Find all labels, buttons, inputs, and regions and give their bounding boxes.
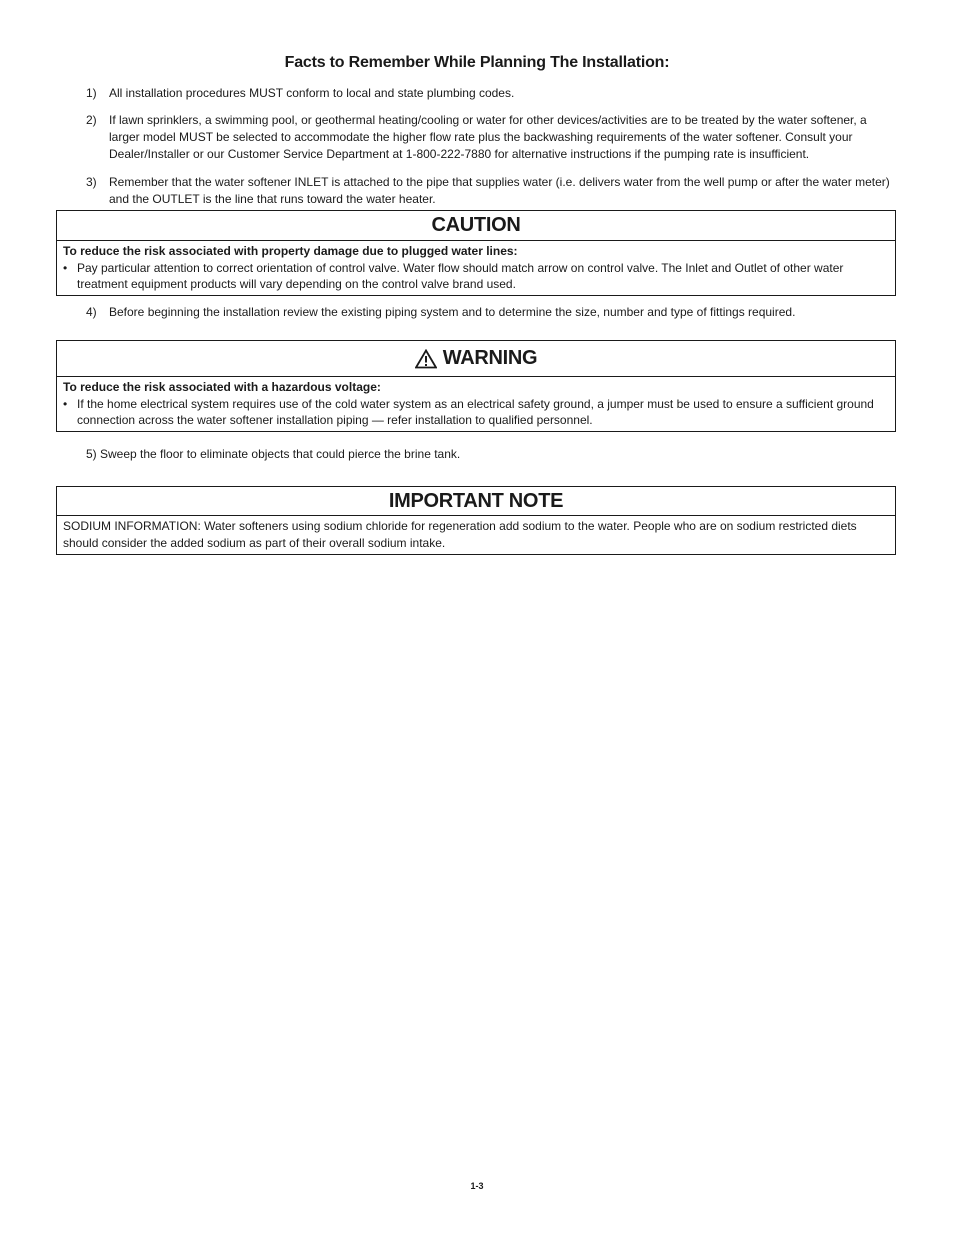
bullet-mark: •	[63, 260, 68, 275]
list-item-text: Before beginning the installation review the existing piping system and to determine the size, number and type of fittings required.	[109, 305, 796, 319]
list-item	[86, 174, 900, 208]
warning-triangle-icon	[415, 349, 437, 369]
list-item-text: Remember that the water softener INLET is attached to the pipe that supplies water (i.e. delivers water from the well pump or after the water meter) and the OUTLET is the line that runs toward the water heater.	[109, 175, 890, 206]
warning-bullet-text: If the home electrical system requires use of the cold water system as an electrical safety ground, a jumper must be used to ensure a sufficient ground connection across the water softener installation piping — refer installation to qualified personnel.	[77, 396, 874, 427]
important-note-body	[57, 516, 895, 555]
list-item	[86, 304, 900, 321]
important-note-text: SODIUM INFORMATION: Water softeners using sodium chloride for regeneration add sodium to the water. People who are on sodium restricted diets should consider the added sodium as part of their overall sodium intake.	[63, 519, 857, 550]
warning-bullet	[63, 396, 889, 429]
list-item-number: 3)	[86, 175, 97, 189]
list-item-number: 2)	[86, 113, 97, 127]
caution-title-text: CAUTION	[431, 214, 521, 236]
warning-lead: To reduce the risk associated with a hazardous voltage:	[63, 380, 381, 394]
important-note-title	[57, 487, 895, 516]
page-number: 1-3	[470, 1181, 484, 1191]
important-note-box	[56, 486, 896, 555]
caution-lead: To reduce the risk associated with property damage due to plugged water lines:	[63, 244, 518, 258]
list-item-number: 4)	[86, 305, 97, 319]
list-item-text: All installation procedures MUST conform to local and state plumbing codes.	[109, 86, 515, 100]
caution-bullet	[63, 260, 889, 293]
caution-title	[57, 211, 895, 241]
warning-box	[56, 340, 896, 432]
list-item: 5) Sweep the floor to eliminate objects that could pierce the brine tank.	[86, 447, 461, 461]
caution-bullet-text: Pay particular attention to correct orientation of control valve. Water flow should match arrow on control valve. The Inlet and Outlet of other water treatment equipment products will vary depending on the control valve brand used.	[77, 260, 844, 291]
list-item-number: 1)	[86, 86, 97, 100]
list-item-text: If lawn sprinklers, a swimming pool, or geothermal heating/cooling or water for other devices/activities are to be treated by the water softener, a larger model MUST be selected to accommodate the higher flow rate plus the backwashing requirements of the water softener. Consult your Dealer/Installer or our Customer Service Department at 1-800-222-7880 for alternative instructions if the pumping rate is insufficient.	[109, 113, 867, 161]
section-heading: Facts to Remember While Planning The Installation:	[284, 54, 670, 71]
bullet-mark: •	[63, 396, 68, 411]
important-note-title-text: IMPORTANT NOTE	[388, 489, 564, 512]
caution-box	[56, 210, 896, 296]
list-item	[86, 112, 900, 163]
warning-title-text: WARNING	[442, 347, 538, 369]
list-item	[86, 85, 900, 102]
warning-title	[57, 341, 895, 377]
warning-body	[57, 377, 895, 433]
caution-body	[57, 241, 895, 297]
